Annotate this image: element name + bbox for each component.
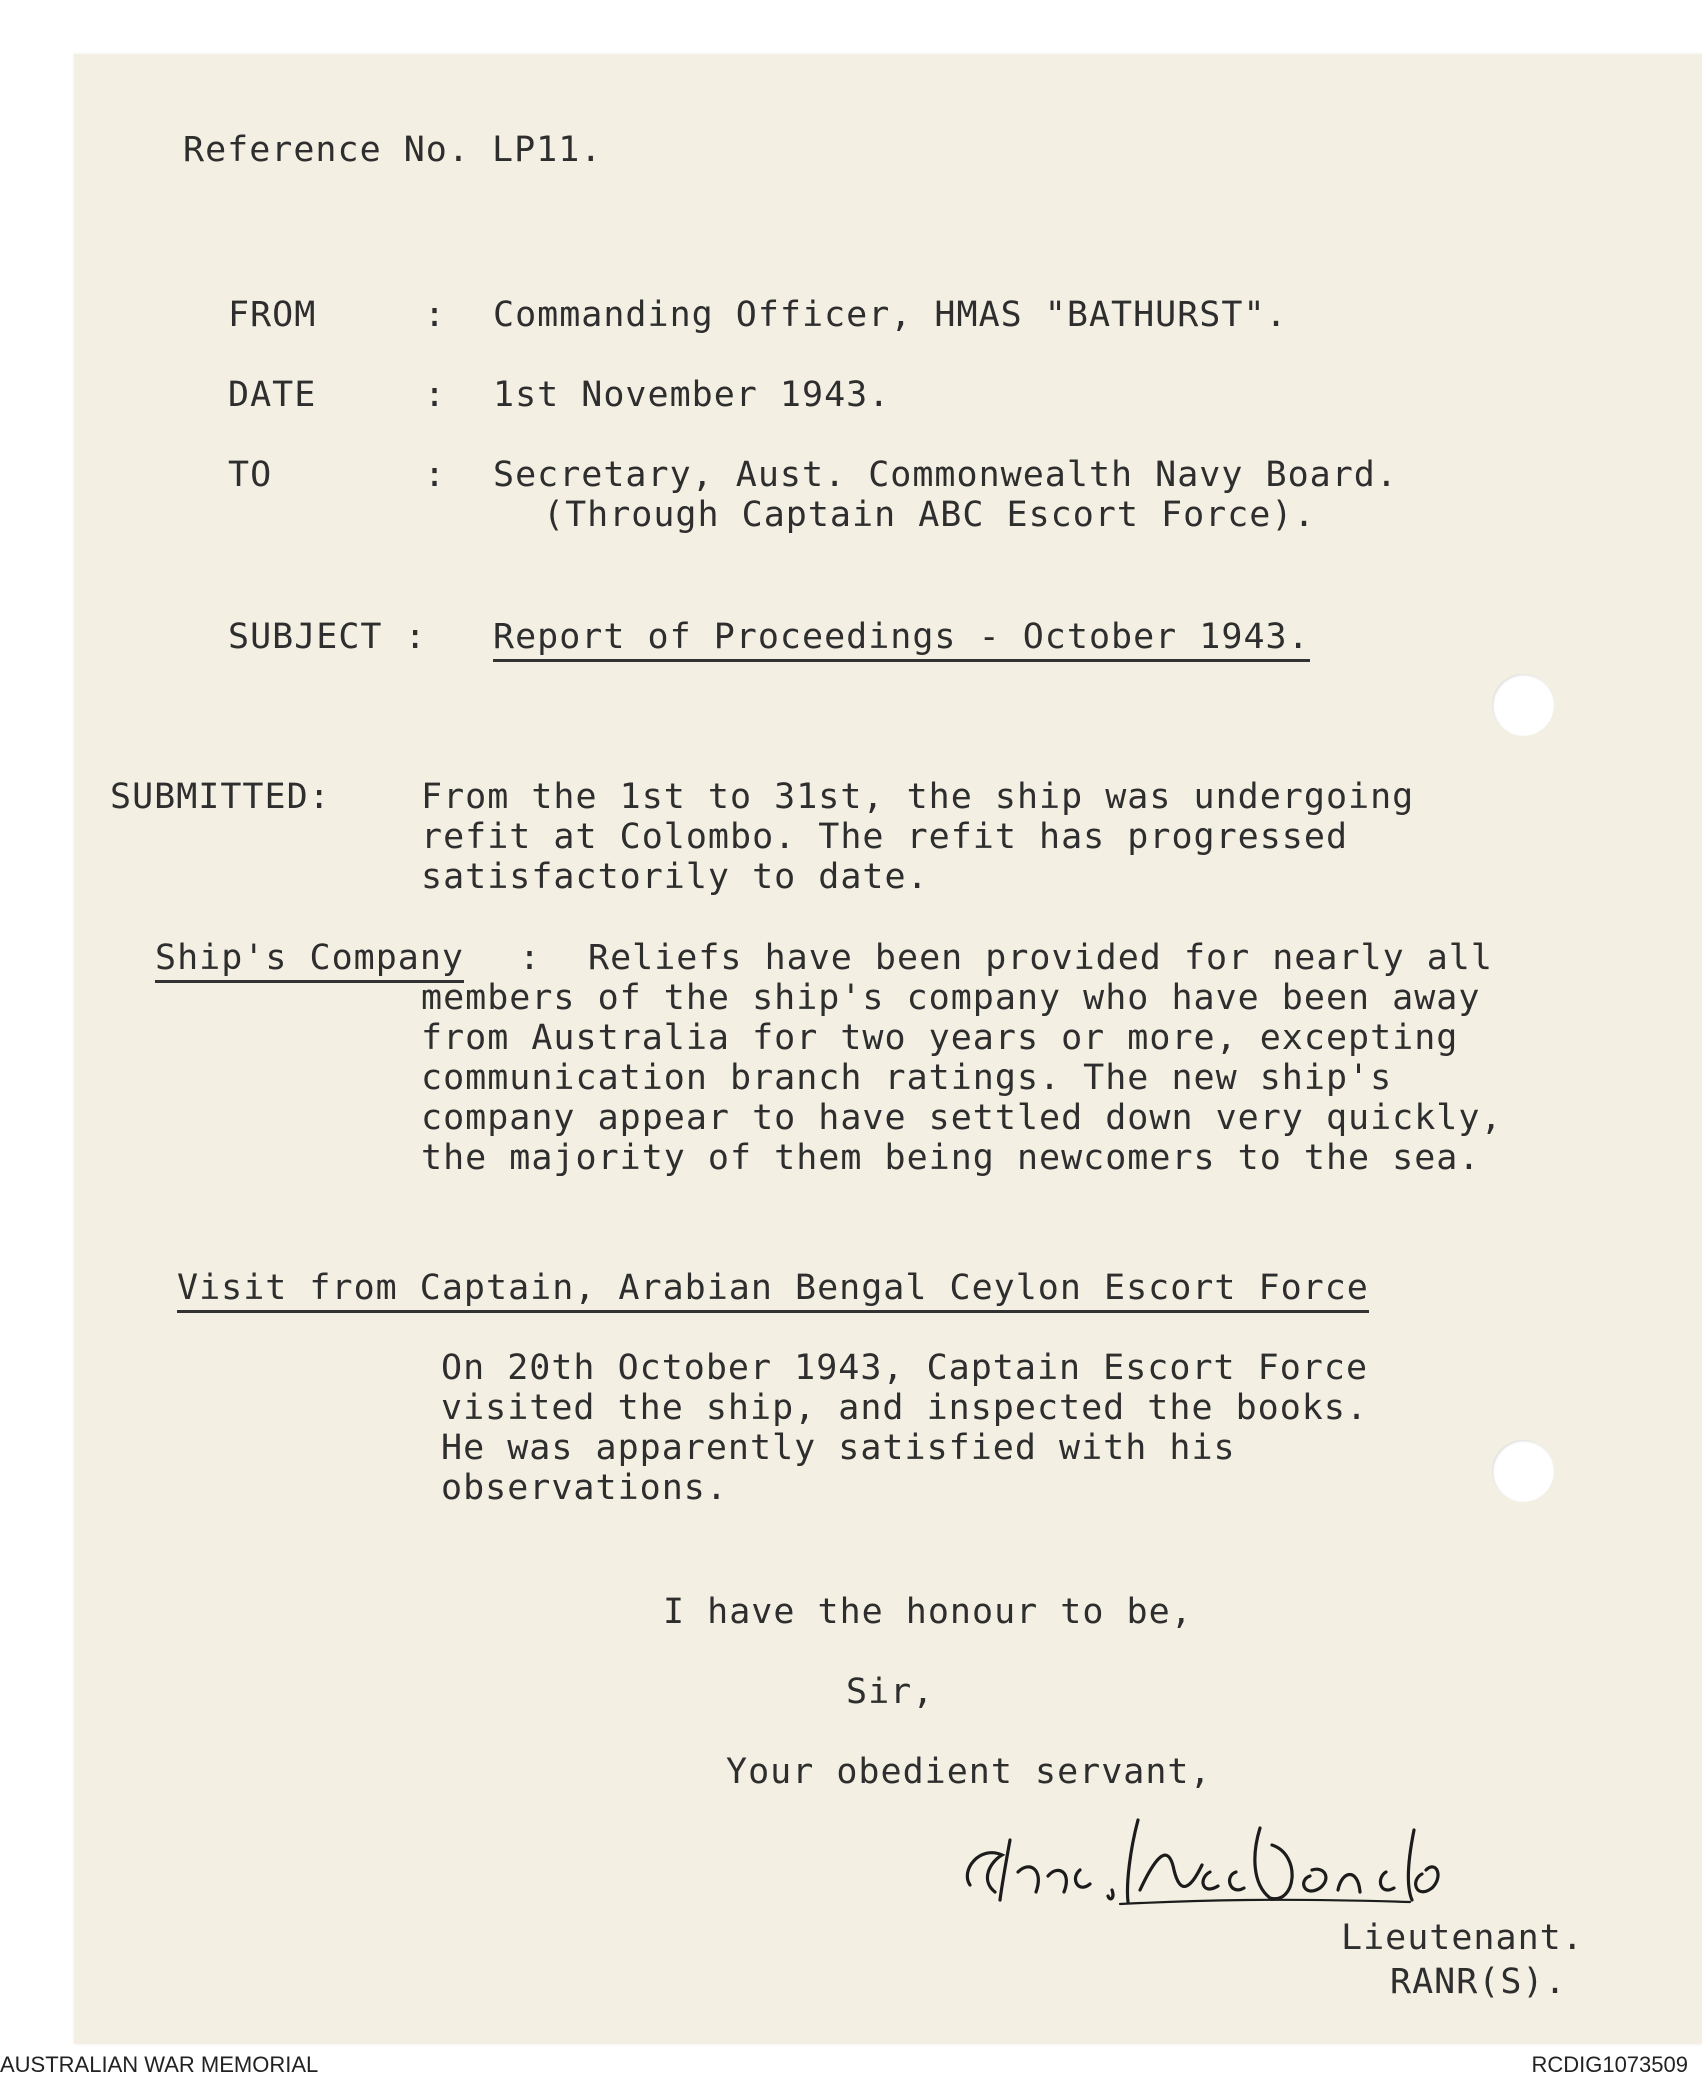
- submitted-line-2: refit at Colombo. The refit has progressed: [421, 817, 1349, 857]
- date-colon: :: [424, 375, 447, 415]
- ships-company-line-4: communication branch ratings. The new ship's: [421, 1058, 1393, 1098]
- ships-company-line-2: members of the ship's company who have been away: [421, 978, 1481, 1018]
- rank-line-2: RANR(S).: [1390, 1962, 1567, 2002]
- from-value: Commanding Officer, HMAS "BATHURST".: [493, 295, 1288, 335]
- ships-company-heading: Ship's Company: [155, 938, 464, 983]
- date-label: DATE: [228, 375, 317, 415]
- closing-line-3: Your obedient servant,: [726, 1752, 1212, 1792]
- punch-hole-top: [1492, 674, 1554, 736]
- subject-value: Report of Proceedings - October 1943.: [493, 617, 1310, 662]
- visit-line-3: He was apparently satisfied with his: [441, 1428, 1236, 1468]
- to-label: TO: [228, 455, 273, 495]
- date-value: 1st November 1943.: [493, 375, 891, 415]
- closing-line-1: I have the honour to be,: [663, 1592, 1193, 1632]
- ships-company-colon: :: [519, 938, 542, 978]
- visit-line-1: On 20th October 1943, Captain Escort Force: [441, 1348, 1369, 1388]
- signature: [940, 1800, 1460, 1920]
- reference-number: Reference No. LP11.: [183, 130, 603, 170]
- footer-right-label: RCDIG1073509: [1531, 2052, 1688, 2077]
- ships-company-line-3: from Australia for two years or more, excepting: [421, 1018, 1459, 1058]
- submitted-line-3: satisfactorily to date.: [421, 857, 929, 897]
- ships-company-line-1: Reliefs have been provided for nearly all: [588, 938, 1493, 978]
- from-colon: :: [424, 295, 447, 335]
- to-line-1: Secretary, Aust. Commonwealth Navy Board.: [493, 455, 1398, 495]
- visit-heading: Visit from Captain, Arabian Bengal Ceylon Escort Force: [177, 1268, 1369, 1313]
- submitted-label: SUBMITTED:: [110, 777, 331, 817]
- to-line-2: (Through Captain ABC Escort Force).: [543, 495, 1316, 535]
- footer-left-label: AUSTRALIAN WAR MEMORIAL: [0, 2052, 319, 2077]
- to-colon: :: [424, 455, 447, 495]
- ships-company-line-6: the majority of them being newcomers to the sea.: [421, 1138, 1481, 1178]
- visit-line-2: visited the ship, and inspected the books.: [441, 1388, 1369, 1428]
- closing-line-2: Sir,: [846, 1672, 935, 1712]
- punch-hole-bottom: [1492, 1440, 1554, 1502]
- ships-company-line-5: company appear to have settled down very quickly,: [421, 1098, 1503, 1138]
- subject-label: SUBJECT :: [228, 617, 427, 657]
- from-label: FROM: [228, 295, 317, 335]
- submitted-line-1: From the 1st to 31st, the ship was undergoing: [421, 777, 1415, 817]
- rank-line-1: Lieutenant.: [1341, 1918, 1584, 1958]
- visit-line-4: observations.: [441, 1468, 728, 1508]
